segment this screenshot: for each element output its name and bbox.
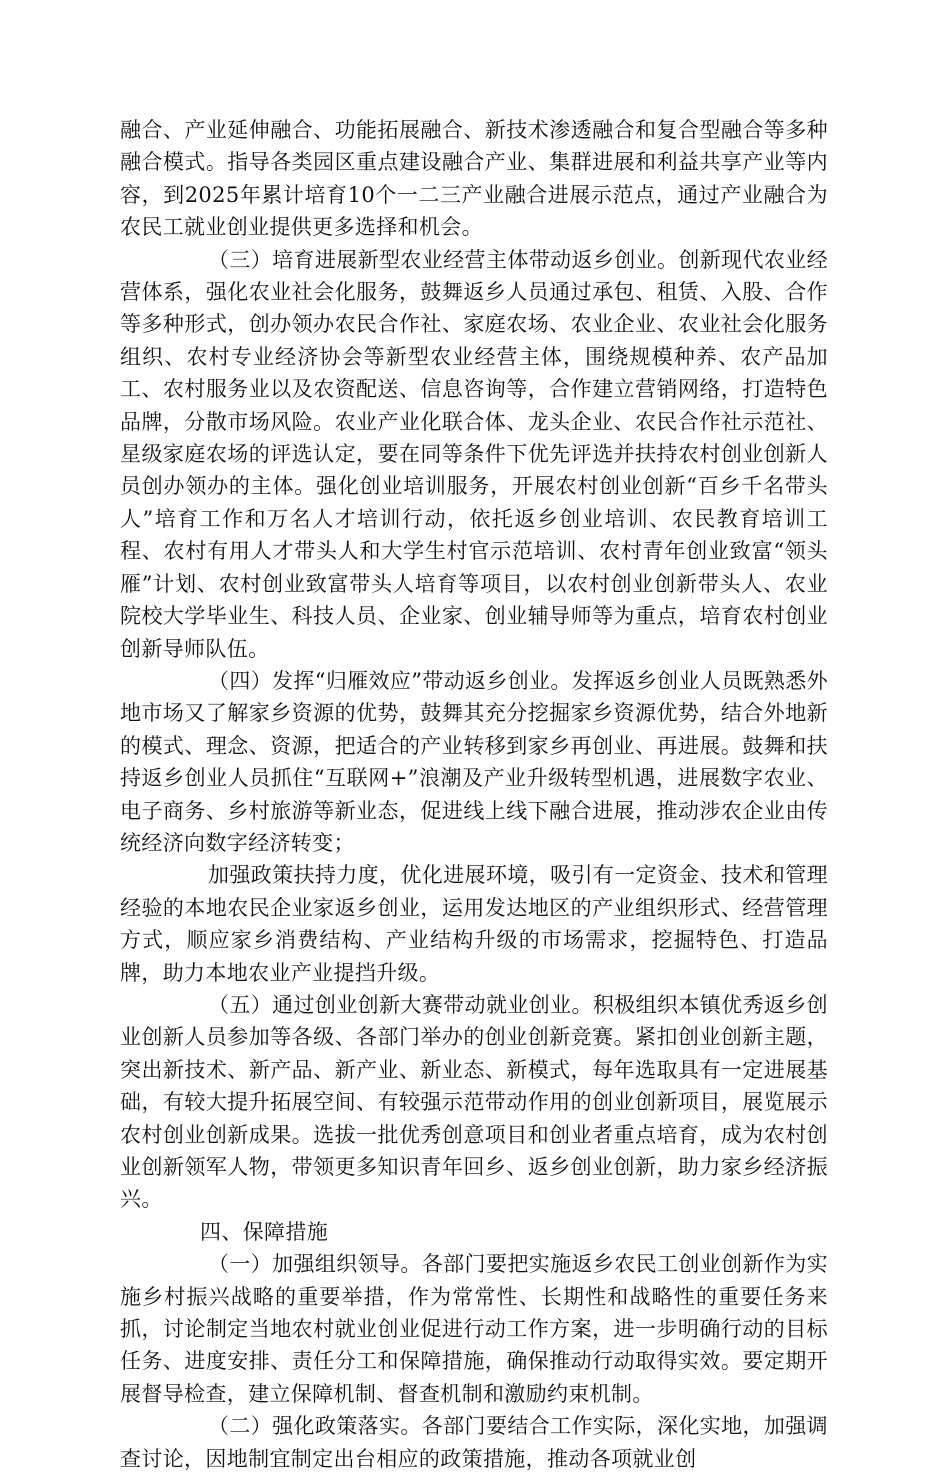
body-paragraph-6: （一）加强组织领导。各部门要把实施返乡农民工创业创新作为实施乡村振兴战略的重要举措，作为常常性、长期性和战略性的重要任务来抓，讨论制定当地农村就业创业促进行动工作方案，进一步明确行动的目标任务、进度安排、责任分工和保障措施，确保推动行动取得实效。要定期开展督导检查，建立保障机制、督查机制和激励约束机制。 [120, 1252, 828, 1406]
body-paragraph-5: （五）通过创业创新大赛带动就业创业。积极组织本镇优秀返乡创业创新人员参加等各级、各部门举办的创业创新竞赛。紧扣创业创新主题，突出新技术、新产品、新产业、新业态、新模式，每年选取具有一定进展基础，有较大提升拓展空间、有较强示范带动作用的创业创新项目，展览展示农村创业创新成果。选拔一批优秀创意项目和创业者重点培育，成为农村创业创新领军人物，带领更多知识青年回乡、返乡创业创新，助力家乡经济振兴。 [120, 992, 828, 1212]
body-paragraph-2: （三）培育进展新型农业经营主体带动返乡创业。创新现代农业经营体系，强化农业社会化服务，鼓舞返乡人员通过承包、租赁、入股、合作等多种形式，创办领办农民合作社、家庭农场、农业企业、农业社会化服务组织、农村专业经济协会等新型农业经营主体，围绕规模种养、农产品加工、农村服务业以及农资配送、信息咨询等，合作建立营销网络，打造特色品牌，分散市场风险。农业产业化联合体、龙头企业、农民合作社示范社、星级家庭农场的评选认定，要在同等条件下优先评选并扶持农村创业创新人员创办领办的主体。强化创业培训服务，开展农村创业创新“百乡千名带头人”培育工作和万名人才培训行动，依托返乡创业培训、农民教育培训工程、农村有用人才带头人和大学生村官示范培训、农村青年创业致富“领头雁”计划、农村创业致富带头人培育等项目，以农村创业创新带头人、农业院校大学毕业生、科技人员、企业家、创业辅导师等为重点，培育农村创业创新导师队伍。 [120, 247, 828, 661]
document-page [120, 114, 828, 1475]
body-paragraph-1: 融合、产业延伸融合、功能拓展融合、新技术渗透融合和复合型融合等多种融合模式。指导各类园区重点建设融合产业、集群进展和利益共享产业等内容，到2025年累计培育10个一二三产业融合进展示范点，通过产业融合为农民工就业创业提供更多选择和机会。 [120, 118, 828, 240]
body-paragraph-7: （二）强化政策落实。各部门要结合工作实际，深化实地，加强调查讨论，因地制宜制定出台相应的政策措施，推动各项就业创 [120, 1414, 828, 1471]
body-paragraph-4: 加强政策扶持力度，优化进展环境，吸引有一定资金、技术和管理经验的本地农民企业家返乡创业，运用发达地区的产业组织形式、经营管理方式，顺应家乡消费结构、产业结构升级的市场需求，挖掘特色、打造品牌，助力本地农业产业提挡升级。 [120, 863, 828, 985]
body-paragraph-3: （四）发挥“归雁效应”带动返乡创业。发挥返乡创业人员既熟悉外地市场又了解家乡资源的优势，鼓舞其充分挖掘家乡资源优势，结合外地新的模式、理念、资源，把适合的产业转移到家乡再创业、再进展。鼓舞和扶持返乡创业人员抓住“互联网+”浪潮及产业升级转型机遇，进展数字农业、电子商务、乡村旅游等新业态，促进线上线下融合进展，推动涉农企业由传统经济向数字经济转变； [120, 668, 828, 855]
section-heading: 四、保障措施 [200, 1219, 329, 1244]
